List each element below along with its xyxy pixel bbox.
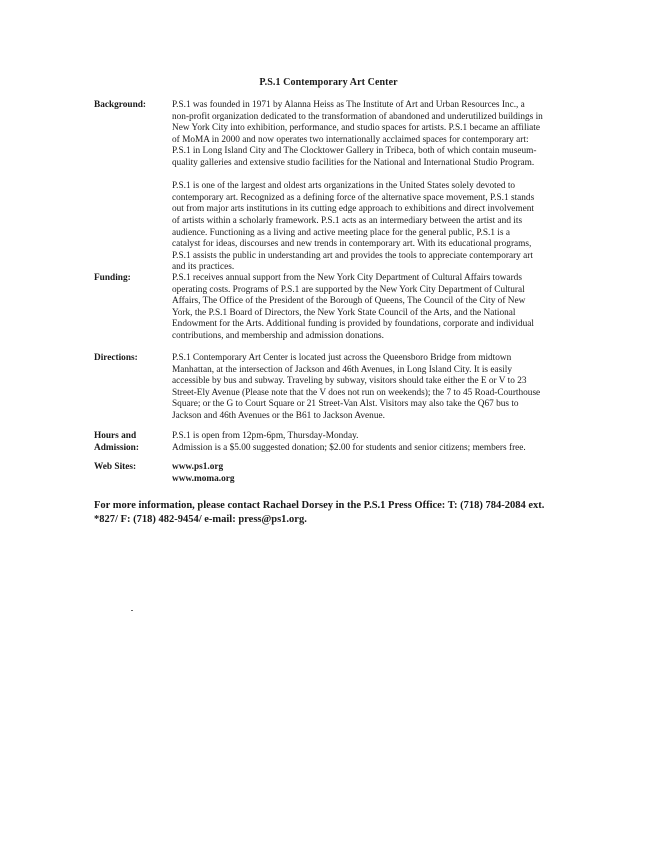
- text-line: P.S.1 was founded in 1971 by Alanna Heiss as The Institute of Art and Urban Resources Inc., a: [172, 100, 525, 110]
- background-section: [94, 100, 564, 274]
- contact-line-1: For more information, please contact Rachael Dorsey in the P.S.1 Press Office: T: (718) 784-2084 ext.: [94, 500, 545, 511]
- funding-paragraph: [172, 273, 564, 343]
- text-line: P.S.1 receives annual support from the New York City Department of Cultural Affairs towards: [172, 273, 522, 283]
- text-line: quality galleries and extensive studio facilities for the National and International Studio Program.: [172, 157, 535, 168]
- hours-content: [172, 431, 564, 454]
- hours-paragraph: [172, 431, 564, 454]
- directions-label: Directions:: [94, 353, 138, 363]
- text-line: accessible by bus and subway. Traveling by subway, visitors should take either the E or V to 23: [172, 376, 527, 387]
- text-line: P.S.1 is one of the largest and oldest arts organizations in the United States solely devoted to: [172, 181, 516, 192]
- document-title: P.S.1 Contemporary Art Center: [259, 77, 398, 88]
- text-line: and its practices.: [172, 262, 235, 273]
- hours-label-line-1: Hours and: [94, 431, 137, 441]
- text-line: audience. Functioning as a living and active meeting place for the general public, P.S.1 is a: [172, 227, 510, 238]
- text-line: of artists within a scholarly framework. P.S.1 acts as an intermediary between the artist and its: [172, 215, 523, 226]
- text-line: P.S.1 is open from 12pm-6pm, Thursday-Monday.: [172, 431, 359, 441]
- text-line: Admission is a $5.00 suggested donation; $2.00 for students and senior citizens; members free.: [172, 442, 526, 453]
- websites-label: Web Sites:: [94, 462, 137, 472]
- text-line: Street-Ely Avenue (Please note that the V does not run on weekends); the 7 to 45 Road-Courthouse: [172, 387, 541, 398]
- text-line: catalyst for ideas, discourses and new trends in contemporary art. With its educational programs,: [172, 239, 532, 250]
- text-line: Endowment for the Arts. Additional funding is provided by foundations, corporate and individual: [172, 319, 535, 330]
- background-content: [172, 100, 564, 274]
- text-line: operating costs. Programs of P.S.1 are supported by the New York City Department of Cultural: [172, 284, 525, 295]
- text-line: P.S.1 Contemporary Art Center is located just across the Queensboro Bridge from midtown: [172, 353, 512, 363]
- text-line: Manhattan, at the intersection of Jackson and 46th Avenues, in Long Island City. It is easily: [172, 364, 513, 375]
- text-line: P.S.1 assists the public in understanding art and provides the tools to appreciate contemporary art: [172, 250, 533, 261]
- contact-line-2: *827/ F: (718) 482-9454/ e-mail: press@ps1.org.: [94, 513, 307, 525]
- background-paragraph-2: [172, 181, 564, 274]
- website-link-ps1[interactable]: www.ps1.org: [172, 462, 224, 472]
- funding-section: [94, 273, 564, 343]
- background-label: Background:: [94, 100, 147, 110]
- hours-label-line-2: Admission:: [94, 442, 139, 453]
- text-line: contributions, and membership and admission donations.: [172, 330, 384, 341]
- text-line: P.S.1 in Long Island City and The Clocktower Gallery in Tribeca, both of which contain museum-: [172, 146, 537, 157]
- website-link-moma[interactable]: www.moma.org: [172, 473, 235, 484]
- background-paragraph-1: [172, 100, 564, 170]
- funding-content: [172, 273, 564, 343]
- text-line: non-profit organization dedicated to the transformation of abandoned and underutilized buildings in: [172, 111, 543, 122]
- hours-section: [94, 431, 564, 454]
- text-line: York, the P.S.1 Board of Directors, the New York State Council of the Arts, and the National: [172, 307, 516, 318]
- directions-paragraph: [172, 353, 564, 423]
- websites-section: [94, 462, 564, 485]
- text-line: Square; or the G to Court Square or 21 Street-Van Alst. Visitors may also take the Q67 bus to: [172, 399, 519, 410]
- text-line: contemporary art. Recognized as a defining force of the alternative space movement, P.S.1 stands: [172, 192, 535, 203]
- text-line: out from major arts institutions in its cutting edge approach to exhibitions and direct involvement: [172, 204, 534, 215]
- text-line: Affairs, The Office of the President of the Borough of Queens, The Council of the City of New: [172, 296, 526, 307]
- scan-speck: [131, 610, 133, 611]
- text-line: New York City into exhibition, performance, and studio spaces for artists. P.S.1 became an affiliate: [172, 123, 541, 134]
- text-line: of MoMA in 2000 and now operates two internationally acclaimed spaces for contemporary art:: [172, 134, 529, 145]
- hours-label: [94, 431, 164, 454]
- directions-section: [94, 353, 564, 423]
- text-line: Jackson and 46th Avenues or the B61 to Jackson Avenue.: [172, 410, 385, 421]
- directions-content: [172, 353, 564, 423]
- contact-footer: [94, 499, 574, 526]
- funding-label: Funding:: [94, 273, 131, 283]
- websites-content: [172, 462, 564, 485]
